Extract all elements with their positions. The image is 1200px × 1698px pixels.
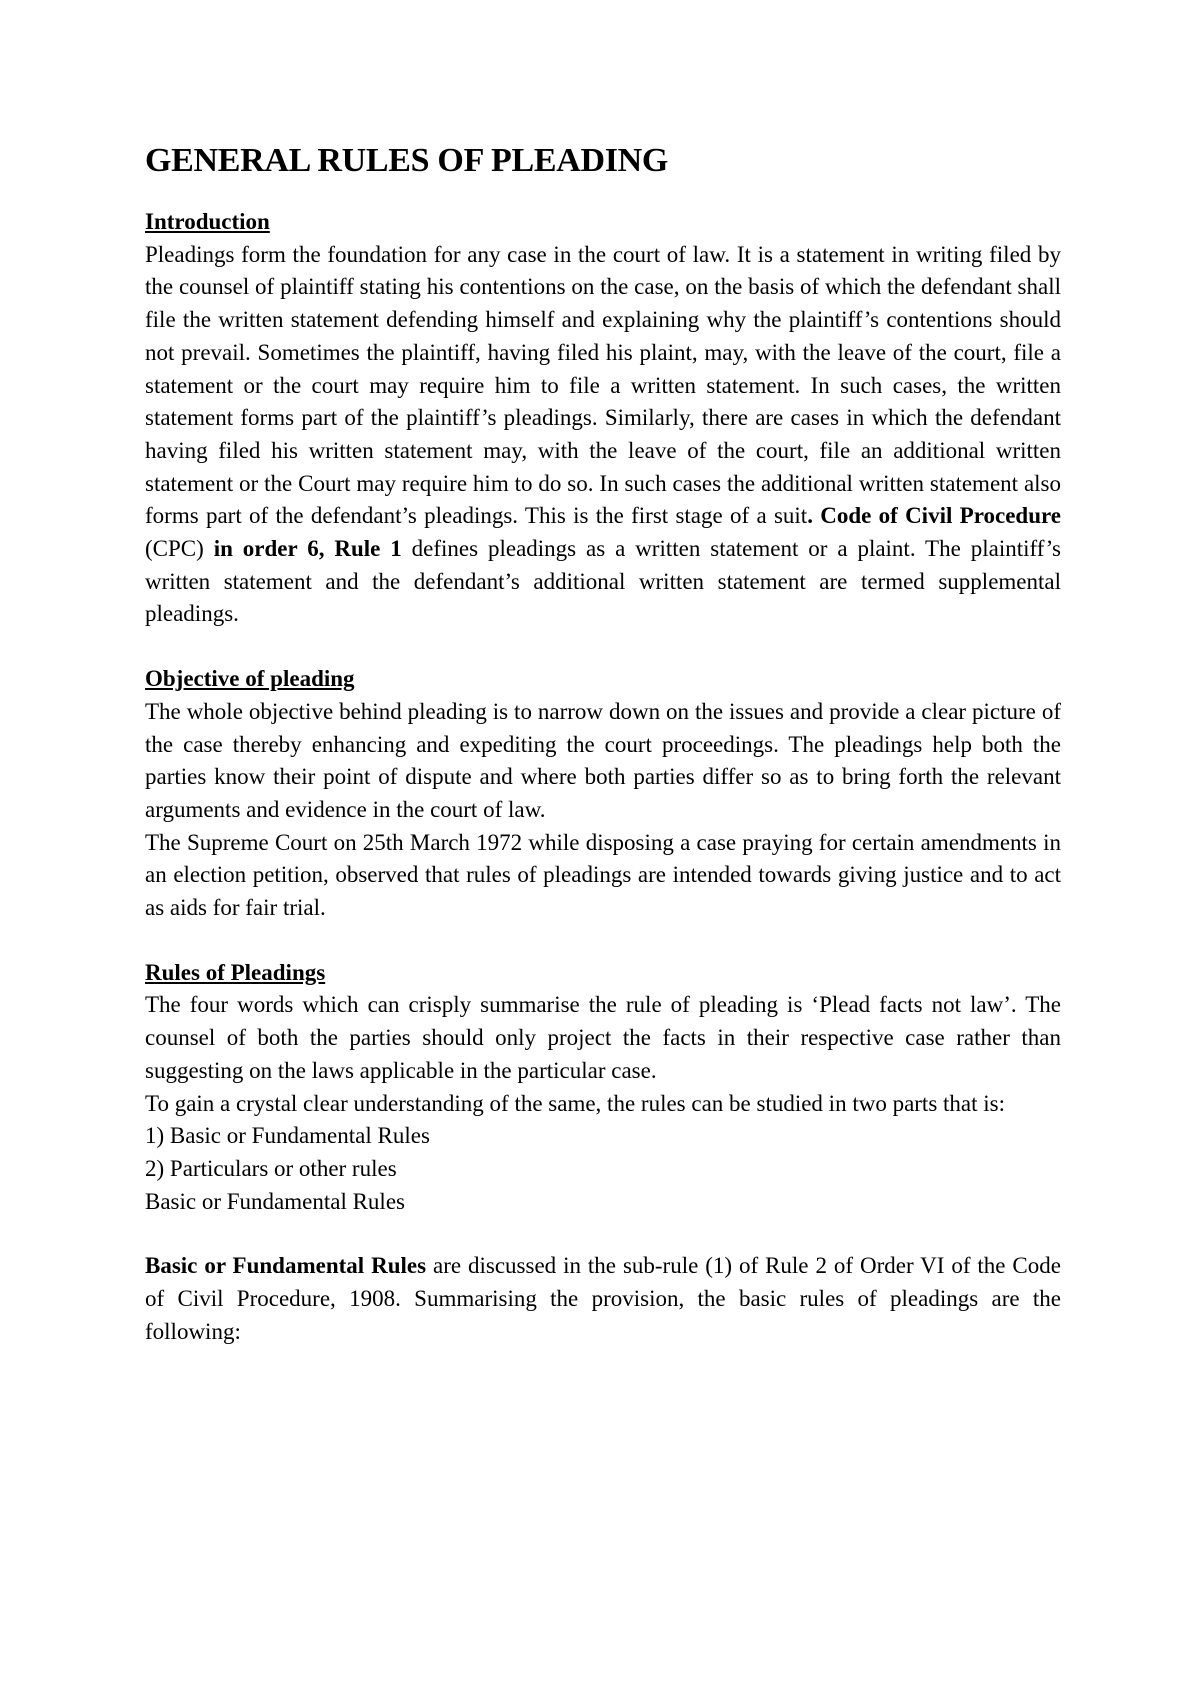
basic-rules-paragraph: [145, 1250, 1061, 1348]
heading-introduction: Introduction: [145, 209, 270, 234]
rules-list-item: 2) Particulars or other rules: [145, 1155, 397, 1181]
objective-paragraph-1: The whole objective behind pleading is to narrow down on the issues and provide a clear picture of the case thereby enhancing and expediting the court proceedings. The pleadings help both the parties know their point of dispute and where both parties differ so as to bring forth the relevant arguments and evidence in the court of law.: [145, 698, 1061, 822]
section-introduction: [145, 206, 1061, 631]
section-basic-rules: [145, 1250, 1061, 1348]
section-rules: [145, 957, 1061, 1219]
rules-list-item: 1) Basic or Fundamental Rules: [145, 1123, 430, 1149]
basic-rules-bold: Basic or Fundamental Rules: [145, 1253, 427, 1279]
rules-list-item: Basic or Fundamental Rules: [145, 1188, 405, 1214]
document-title: GENERAL RULES OF PLEADING: [145, 142, 669, 179]
section-objective: [145, 663, 1061, 925]
document-page: [145, 140, 1061, 1381]
intro-text-b: (CPC): [145, 536, 214, 562]
intro-bold-cpc: . Code of Civil Procedure: [807, 503, 1061, 529]
rules-paragraph-1: The four words which can crisply summarise the rule of pleading is ‘Plead facts not law’. The counsel of both the parties should only project the facts in their respective case rather than suggesting on the laws applicable in the particular case.: [145, 992, 1061, 1083]
intro-text-a: Pleadings form the foundation for any case in the court of law. It is a statement in writing filed by the counsel of plaintiff stating his contentions on the case, on the basis of which the defendant shall file the written statement defending himself and explaining why the plaintiff’s contentions should not prevail. Sometimes the plaintiff, having filed his plaint, may, with the leave of the court, file a statement or the court may require him to file a written statement. In such cases, the written statement forms part of the plaintiff’s pleadings. Similarly, there are cases in which the defendant having filed his written statement may, with the leave of the court, file an additional written statement or the Court may require him to do so. In such cases the additional written statement also forms part of the defendant’s pleadings. This is the first stage of a suit: [145, 241, 1061, 529]
heading-rules: Rules of Pleadings: [145, 959, 326, 985]
heading-objective: Objective of pleading: [145, 666, 355, 692]
objective-paragraph-2: The Supreme Court on 25th March 1972 while disposing a case praying for certain amendments in an election petition, observed that rules of pleadings are intended towards giving justice and to act as aids for fair trial.: [145, 829, 1061, 921]
basic-rules-text: are discussed in the sub-rule (1) of Rule 2 of Order VI of the Code of Civil Procedure, 1908. Summarising the provision, the basic rules of pleadings are the following:: [145, 1253, 1061, 1344]
rules-paragraph-2: To gain a crystal clear understanding of the same, the rules can be studied in two parts that is:: [145, 1090, 1005, 1116]
intro-bold-order: in order 6, Rule 1: [213, 536, 402, 562]
intro-text-c: defines pleadings as a written statement or a plaint. The plaintiff’s written statement and the defendant’s additional written statement are termed supplemental pleadings.: [145, 536, 1062, 627]
introduction-paragraph: [145, 239, 1061, 631]
